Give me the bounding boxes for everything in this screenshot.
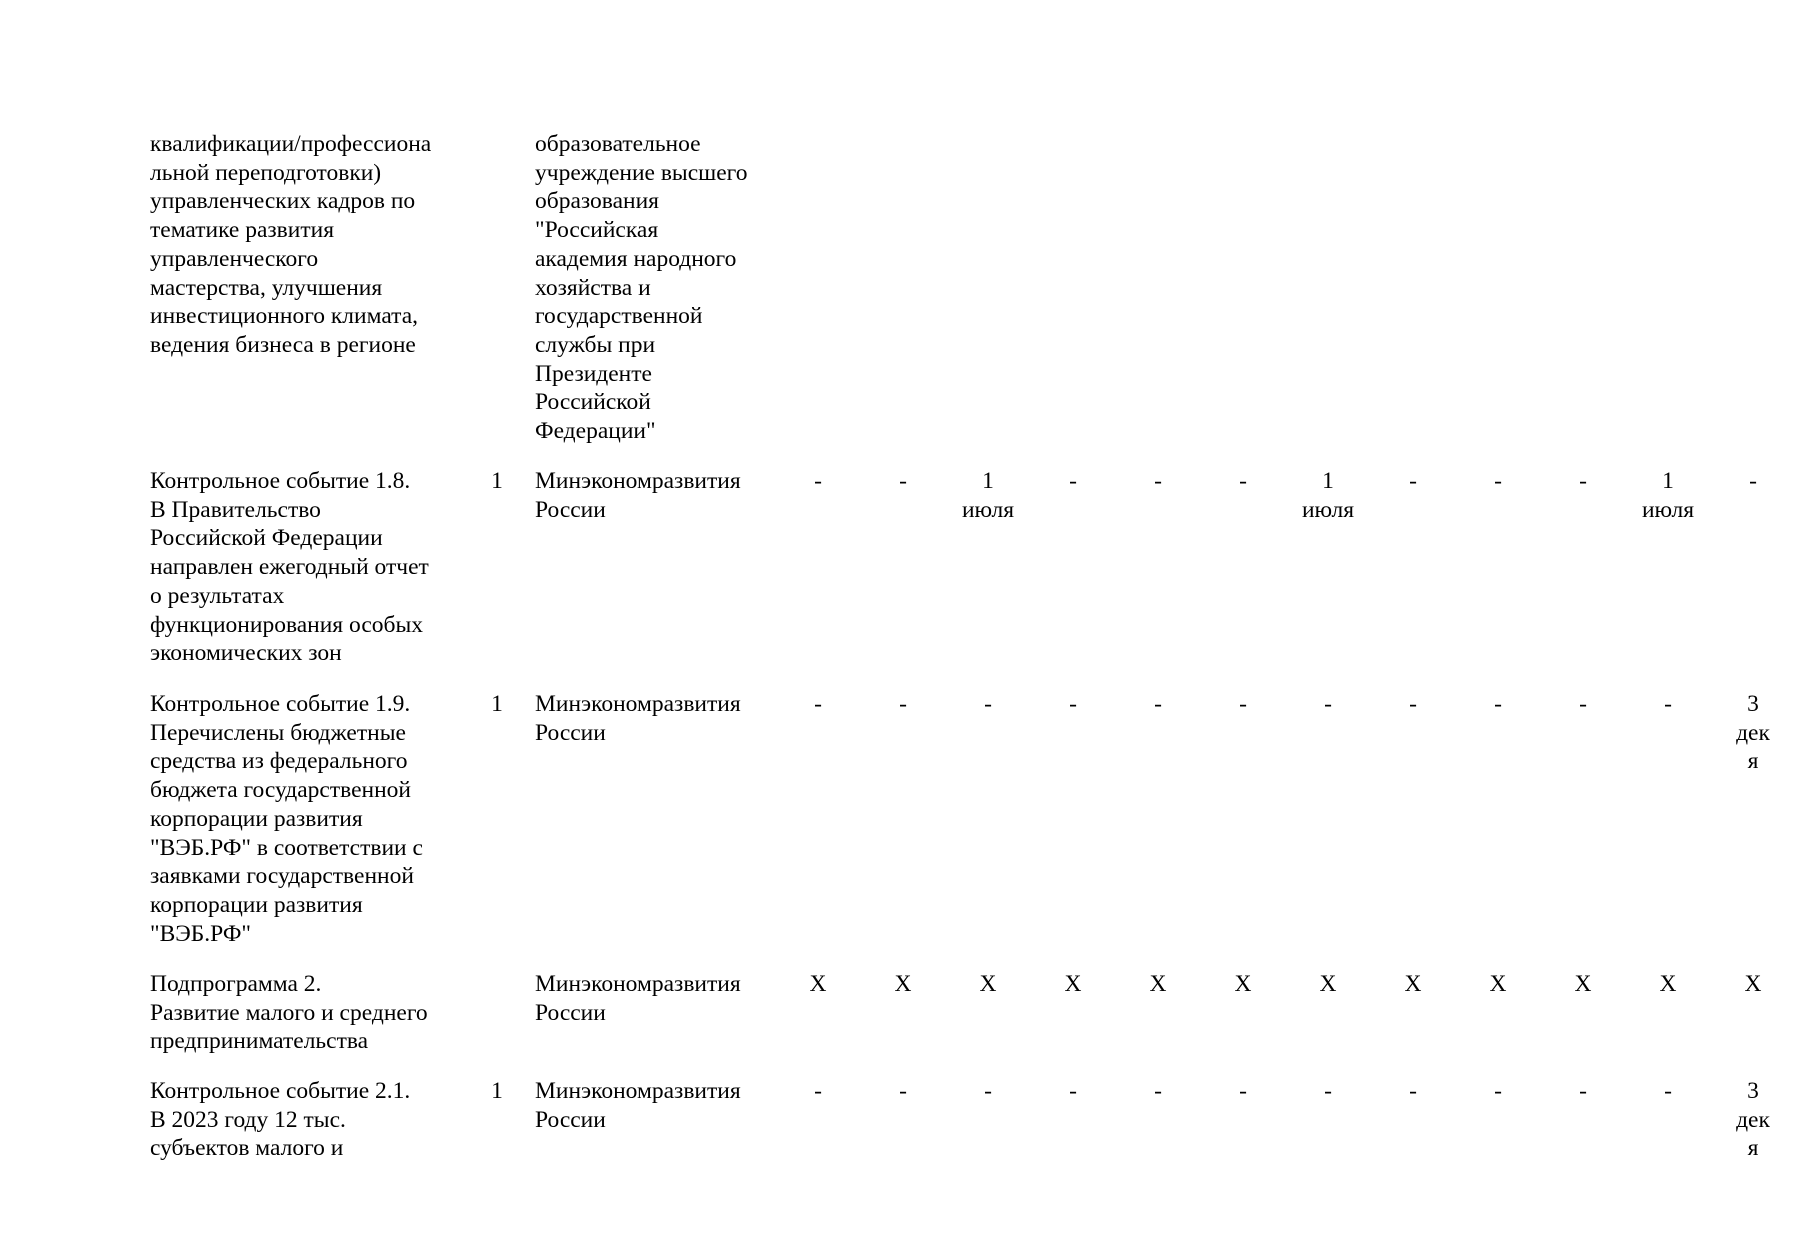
event-description: квалификации/профессиона льной переподготовки) управленческих кадров по тематике развития управленческого мастерства, улучшения инвестиционного климата, ведения бизнеса в регионе [150,131,432,358]
schedule-cell: - [1494,468,1502,494]
responsible-executor: образовательное учреждение высшего образования "Российская академия народного хозяйства и государственной службы при Президенте Российской Федерации" [535,131,748,445]
schedule-cell: Х [1319,971,1337,997]
responsible-executor: Минэкономразвития России [535,468,741,523]
schedule-cell: - [1749,468,1757,494]
schedule-cell: - [814,468,822,494]
schedule-cell: 3 дек я [1736,1078,1770,1162]
schedule-cell: Х [1064,971,1082,997]
schedule-cell: - [1069,468,1077,494]
schedule-cell: - [984,691,992,717]
schedule-cell: - [899,1078,907,1104]
schedule-cell: - [1154,691,1162,717]
responsible-executor: Минэкономразвития России [535,971,741,1026]
event-count: 1 [491,1078,503,1104]
schedule-cell: - [1069,691,1077,717]
schedule-cell: - [1664,691,1672,717]
schedule-cell: Х [1574,971,1592,997]
schedule-cell: - [814,691,822,717]
schedule-cell: 1 июля [1641,468,1695,523]
schedule-cell: - [899,691,907,717]
schedule-cell: - [1154,468,1162,494]
event-description: Контрольное событие 2.1. В 2023 году 12 тыс. субъектов малого и [150,1078,411,1162]
schedule-cell: - [984,1078,992,1104]
responsible-executor: Минэкономразвития России [535,691,741,746]
schedule-cell: - [1324,1078,1332,1104]
schedule-cell: - [814,1078,822,1104]
schedule-cell: - [1069,1078,1077,1104]
schedule-cell: Х [809,971,827,997]
schedule-cell: Х [1744,971,1762,997]
schedule-cell: - [1324,691,1332,717]
schedule-cell: Х [1659,971,1677,997]
schedule-cell: Х [894,971,912,997]
schedule-cell: - [1579,691,1587,717]
schedule-cell: - [1239,1078,1247,1104]
subprogram-title: Подпрограмма 2. Развитие малого и среднего предпринимательства [150,971,428,1055]
schedule-cell: 1 июля [1301,468,1355,523]
schedule-cell: - [1664,1078,1672,1104]
schedule-cell: - [899,468,907,494]
schedule-cell: Х [1149,971,1167,997]
event-count: 1 [491,691,503,717]
schedule-cell: - [1494,1078,1502,1104]
schedule-cell: Х [979,971,997,997]
event-description: Контрольное событие 1.8. В Правительство Российской Федерации направлен ежегодный отчет о результатах функционирования особых экономических зон [150,468,429,667]
schedule-cell: - [1409,1078,1417,1104]
event-description: Контрольное событие 1.9. Перечислены бюджетные средства из федерального бюджета государственной корпорации развития "ВЭБ.РФ" в соответствии с заявками государственной корпорации развития "ВЭБ.РФ" [150,691,423,947]
schedule-cell: - [1579,1078,1587,1104]
schedule-cell: Х [1234,971,1252,997]
responsible-executor: Минэкономразвития России [535,1078,741,1133]
schedule-cell: - [1239,691,1247,717]
schedule-cell: - [1409,691,1417,717]
schedule-cell: - [1409,468,1417,494]
schedule-cell: - [1239,468,1247,494]
schedule-cell: Х [1404,971,1422,997]
event-count: 1 [491,468,503,494]
schedule-cell: - [1494,691,1502,717]
schedule-cell: - [1579,468,1587,494]
schedule-cell: Х [1489,971,1507,997]
schedule-cell: 1 июля [961,468,1015,523]
schedule-cell: - [1154,1078,1162,1104]
schedule-cell: 3 дек я [1736,691,1770,775]
